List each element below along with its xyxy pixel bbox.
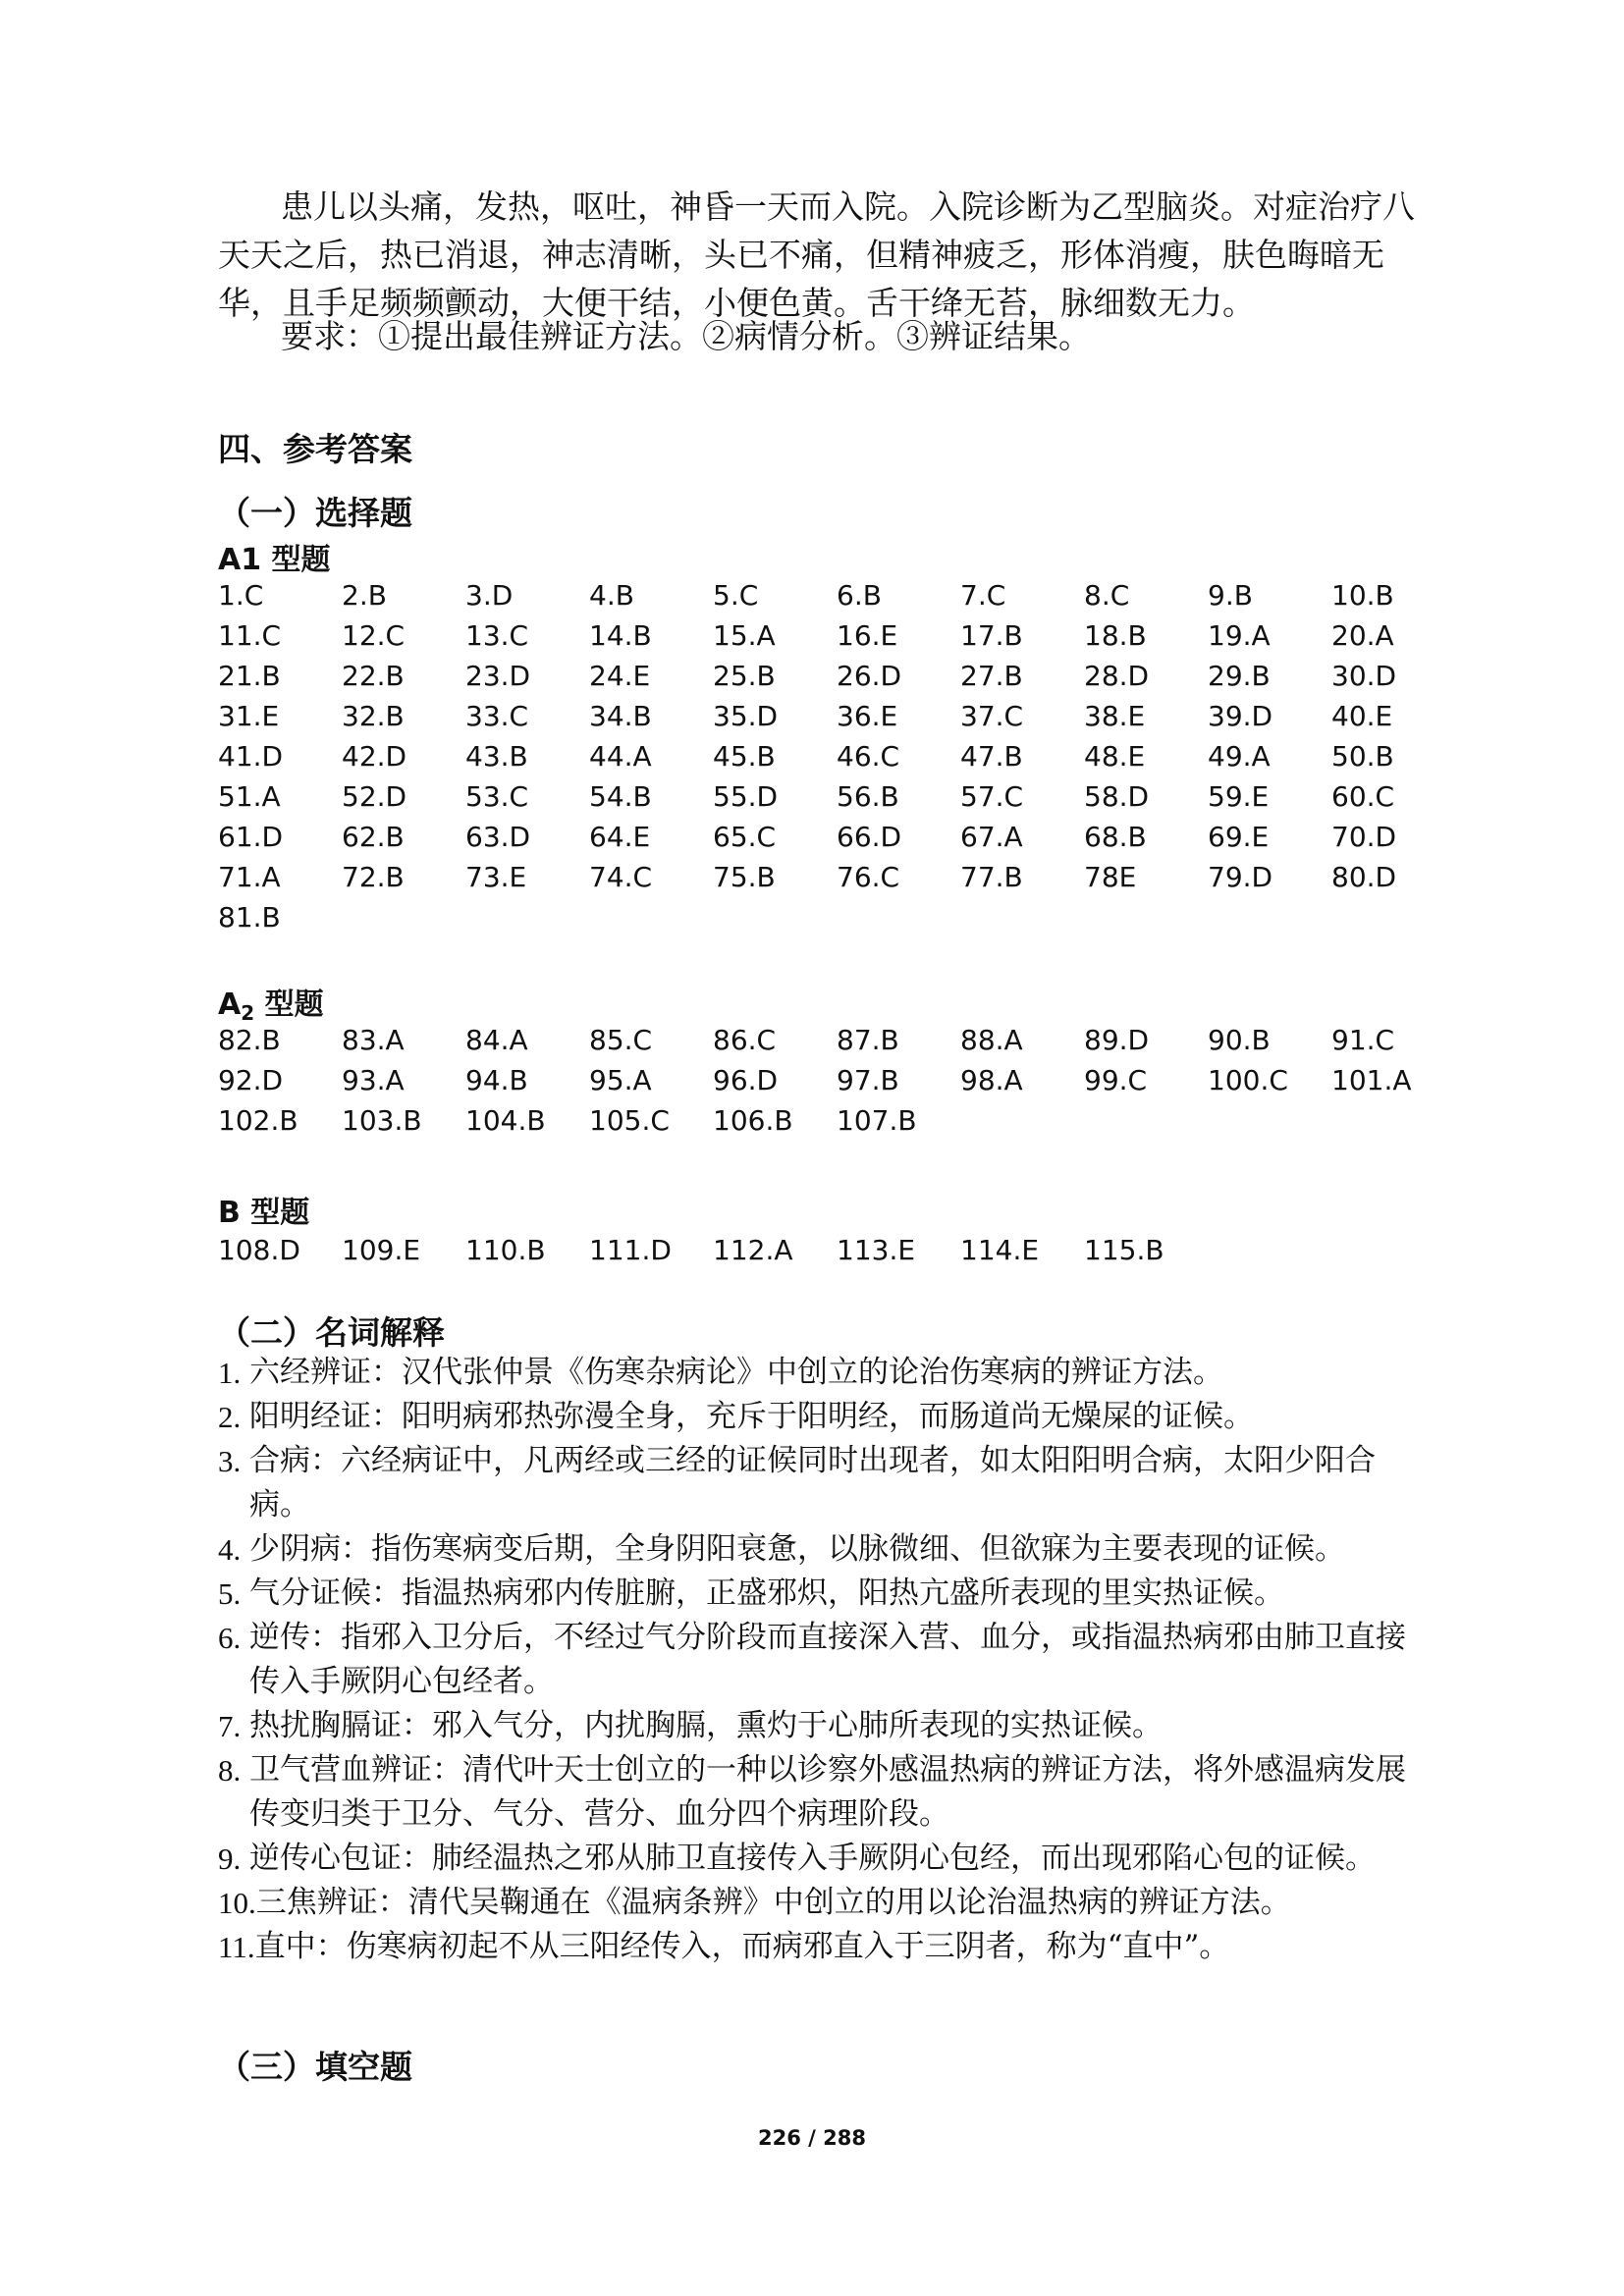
definition-item: [218, 1881, 1426, 1925]
answer-item: 108.D: [218, 1234, 300, 1266]
answer-item: 55.D: [713, 780, 779, 813]
answer-item: 37.C: [960, 700, 1024, 732]
answer-item: 19.A: [1208, 619, 1271, 652]
answer-item: 63.D: [465, 821, 531, 853]
answer-item: 12.C: [342, 619, 406, 652]
answer-item: 41.D: [218, 740, 284, 773]
answer-item: 44.A: [589, 740, 652, 773]
answer-item: 111.D: [589, 1234, 672, 1266]
answer-item: 25.B: [713, 660, 776, 692]
definition-text: 热扰胸膈证：邪入气分，内扰胸膈，熏灼于心肺所表现的实热证候。: [249, 1708, 1163, 1743]
definition-number: 11.: [218, 1930, 255, 1964]
answer-item: 85.C: [589, 1024, 653, 1056]
answer-item: 71.A: [218, 861, 281, 893]
answer-item: 36.E: [837, 700, 898, 732]
definition-text: 逆传心包证：肺经温热之邪从肺卫直接传入手厥阴心包经，而出现邪陷心包的证候。: [249, 1841, 1376, 1876]
answer-item: 61.D: [218, 821, 284, 853]
definition-item: [218, 1704, 1426, 1748]
answer-item: 88.A: [960, 1024, 1023, 1056]
answer-item: 89.D: [1084, 1024, 1150, 1056]
case-requirements: 要求：①提出最佳辨证方法。②病情分析。③辨证结果。: [281, 317, 1091, 355]
answer-item: 45.B: [713, 740, 776, 773]
subsection-title-multiple-choice: （一）选择题: [218, 494, 412, 532]
answer-item: 87.B: [837, 1024, 899, 1056]
page-number: 226 / 288: [758, 2126, 866, 2150]
definition-number: 2.: [218, 1400, 242, 1434]
answer-item: 11.C: [218, 619, 282, 652]
definition-item: [218, 1616, 1426, 1704]
definition-number: 10.: [218, 1886, 256, 1920]
answer-item: 4.B: [589, 579, 634, 612]
definition-item: [218, 1748, 1426, 1837]
answer-item: 10.B: [1331, 579, 1394, 612]
definition-item: [218, 1395, 1426, 1439]
answer-item: 40.E: [1331, 700, 1393, 732]
answer-item: 80.D: [1331, 861, 1397, 893]
definition-number: 9.: [218, 1842, 242, 1876]
definition-text: 三焦辨证：清代吴鞠通在《温病条辨》中创立的用以论治温热病的辨证方法。: [255, 1885, 1291, 1920]
subsection-title-term-explanation: （二）名词解释: [218, 1313, 445, 1352]
answer-item: 76.C: [837, 861, 900, 893]
answer-item: 23.D: [465, 660, 531, 692]
case-description: 患儿以头痛，发热，呕吐，神昏一天而入院。入院诊断为乙型脑炎。对症治疗八天天之后，热已消退，神志清晰，头已不痛，但精神疲乏，形体消瘦，肤色晦暗无华，且手足频频颤动，大便干结，小便色黄。舌干绛无苔，脉细数无力。: [218, 187, 1415, 322]
answer-item: 46.C: [837, 740, 900, 773]
answer-item: 101.A: [1331, 1064, 1412, 1096]
definition-text: 气分证候：指温热病邪内传脏腑，正盛邪炽，阳热亢盛所表现的里实热证候。: [249, 1575, 1284, 1611]
answer-item: 106.B: [713, 1104, 793, 1137]
answer-item: 18.B: [1084, 619, 1147, 652]
answer-item: 105.C: [589, 1104, 670, 1137]
answer-item: 48.E: [1084, 740, 1146, 773]
answer-item: 9.B: [1208, 579, 1253, 612]
definition-item: [218, 1351, 1426, 1395]
answer-item: 96.D: [713, 1064, 779, 1096]
answer-item: 29.B: [1208, 660, 1271, 692]
answer-item: 24.E: [589, 660, 651, 692]
answer-item: 95.A: [589, 1064, 652, 1096]
answer-item: 31.E: [218, 700, 280, 732]
answer-item: 2.B: [342, 579, 387, 612]
answer-item: 49.A: [1208, 740, 1271, 773]
answer-item: 84.A: [465, 1024, 528, 1056]
answer-item: 66.D: [837, 821, 902, 853]
answer-item: 100.C: [1208, 1064, 1288, 1096]
definition-text: 合病：六经病证中，凡两经或三经的证候同时出现者，如太阳阳明合病，太阳少阳合病。: [249, 1443, 1376, 1522]
answer-item: 7.C: [960, 579, 1006, 612]
answer-item: 103.B: [342, 1104, 422, 1137]
answer-item: 73.E: [465, 861, 527, 893]
definition-number: 7.: [218, 1709, 242, 1743]
answer-item: 53.C: [465, 780, 529, 813]
answer-item: 57.C: [960, 780, 1024, 813]
answer-item: 91.C: [1331, 1024, 1395, 1056]
answer-item: 86.C: [713, 1024, 777, 1056]
answer-item: 64.E: [589, 821, 651, 853]
answer-item: 21.B: [218, 660, 281, 692]
answer-item: 3.D: [465, 579, 514, 612]
answer-item: 1.C: [218, 579, 264, 612]
answer-item: 54.B: [589, 780, 652, 813]
answer-item: 34.B: [589, 700, 652, 732]
answer-item: 90.B: [1208, 1024, 1271, 1056]
answer-item: 13.C: [465, 619, 529, 652]
definition-text: 少阴病：指伤寒病变后期，全身阴阳衰惫，以脉微细、但欲寐为主要表现的证候。: [249, 1531, 1345, 1567]
answer-item: 59.E: [1208, 780, 1270, 813]
definition-text: 六经辨证：汉代张仲景《伤寒杂病论》中创立的论治伤寒病的辨证方法。: [249, 1355, 1223, 1390]
answer-item: 72.B: [342, 861, 405, 893]
answer-item: 104.B: [465, 1104, 546, 1137]
definition-item: [218, 1572, 1426, 1616]
answer-item: 22.B: [342, 660, 405, 692]
definition-item: [218, 1527, 1426, 1572]
answer-item: 5.C: [713, 579, 759, 612]
a2-answer-grid: [218, 1020, 1455, 1141]
answer-item: 26.D: [837, 660, 902, 692]
answer-item: 14.B: [589, 619, 652, 652]
answer-item: 98.A: [960, 1064, 1023, 1096]
b-answer-grid: [218, 1230, 1455, 1270]
answer-item: 74.C: [589, 861, 653, 893]
definition-text: 阳明经证：阳明病邪热弥漫全身，充斥于阳明经，而肠道尚无燥屎的证候。: [249, 1399, 1254, 1434]
definition-number: 3.: [218, 1444, 242, 1478]
answer-item: 38.E: [1084, 700, 1146, 732]
definition-item: [218, 1925, 1426, 1969]
answer-item: 20.A: [1331, 619, 1394, 652]
definition-text: 直中：伤寒病初起不从三阳经传入，而病邪直入于三阴者，称为“直中”。: [254, 1929, 1230, 1964]
answer-item: 115.B: [1084, 1234, 1164, 1266]
definition-number: 8.: [218, 1753, 242, 1788]
answer-item: 75.B: [713, 861, 776, 893]
answer-item: 77.B: [960, 861, 1023, 893]
answer-item: 113.E: [837, 1234, 916, 1266]
answer-item: 97.B: [837, 1064, 899, 1096]
answer-item: 32.B: [342, 700, 405, 732]
answer-item: 67.A: [960, 821, 1023, 853]
definition-number: 4.: [218, 1532, 242, 1567]
answer-item: 52.D: [342, 780, 407, 813]
answer-item: 102.B: [218, 1104, 298, 1137]
answer-item: 92.D: [218, 1064, 284, 1096]
definition-number: 5.: [218, 1576, 242, 1611]
answer-item: 99.C: [1084, 1064, 1148, 1096]
definition-list: [218, 1351, 1426, 1969]
answer-item: 62.B: [342, 821, 405, 853]
answer-item: 8.C: [1084, 579, 1130, 612]
subsection-title-fill-in-blank: （三）填空题: [218, 2048, 412, 2086]
answer-item: 112.A: [713, 1234, 793, 1266]
answer-item: 42.D: [342, 740, 407, 773]
answer-item: 47.B: [960, 740, 1023, 773]
a1-answer-grid: [218, 575, 1455, 937]
a1-type-title: A1 型题: [218, 543, 331, 577]
answer-item: 78E: [1084, 861, 1137, 893]
answer-item: 51.A: [218, 780, 281, 813]
answer-item: 17.B: [960, 619, 1023, 652]
answer-item: 16.E: [837, 619, 898, 652]
definition-item: [218, 1439, 1426, 1527]
answer-item: 69.E: [1208, 821, 1270, 853]
answer-item: 70.D: [1331, 821, 1397, 853]
definition-number: 6.: [218, 1621, 242, 1655]
answer-item: 109.E: [342, 1234, 421, 1266]
answer-item: 33.C: [465, 700, 529, 732]
answer-item: 56.B: [837, 780, 899, 813]
answer-item: 82.B: [218, 1024, 281, 1056]
definition-text: 卫气营血辨证：清代叶天士创立的一种以诊察外感温热病的辨证方法，将外感温病发展传变归类于卫分、气分、营分、血分四个病理阶段。: [249, 1752, 1406, 1832]
definition-text: 逆传：指邪入卫分后，不经过气分阶段而直接深入营、血分，或指温热病邪由肺卫直接传入手厥阴心包经者。: [249, 1620, 1406, 1699]
answer-item: 58.D: [1084, 780, 1150, 813]
answer-item: 43.B: [465, 740, 528, 773]
answer-item: 27.B: [960, 660, 1023, 692]
answer-item: 28.D: [1084, 660, 1150, 692]
answer-item: 79.D: [1208, 861, 1273, 893]
answer-item: 6.B: [837, 579, 882, 612]
definition-number: 1.: [218, 1356, 242, 1390]
answer-item: 30.D: [1331, 660, 1397, 692]
answer-item: 39.D: [1208, 700, 1273, 732]
answer-item: 114.E: [960, 1234, 1040, 1266]
answer-item: 50.B: [1331, 740, 1394, 773]
answer-item: 107.B: [837, 1104, 917, 1137]
definition-item: [218, 1837, 1426, 1881]
answer-item: 15.A: [713, 619, 776, 652]
answer-item: 110.B: [465, 1234, 546, 1266]
answer-item: 94.B: [465, 1064, 528, 1096]
answer-item: 60.C: [1331, 780, 1395, 813]
answer-item: 68.B: [1084, 821, 1147, 853]
answer-item: 93.A: [342, 1064, 405, 1096]
answer-item: 83.A: [342, 1024, 405, 1056]
b-type-title: B 型题: [218, 1196, 310, 1230]
answer-item: 65.C: [713, 821, 777, 853]
a2-type-title: $A_2$ 型题: [218, 988, 324, 1025]
answer-item: 35.D: [713, 700, 779, 732]
section-title-reference-answers: 四、参考答案: [218, 430, 412, 468]
answer-item: 81.B: [218, 901, 281, 934]
